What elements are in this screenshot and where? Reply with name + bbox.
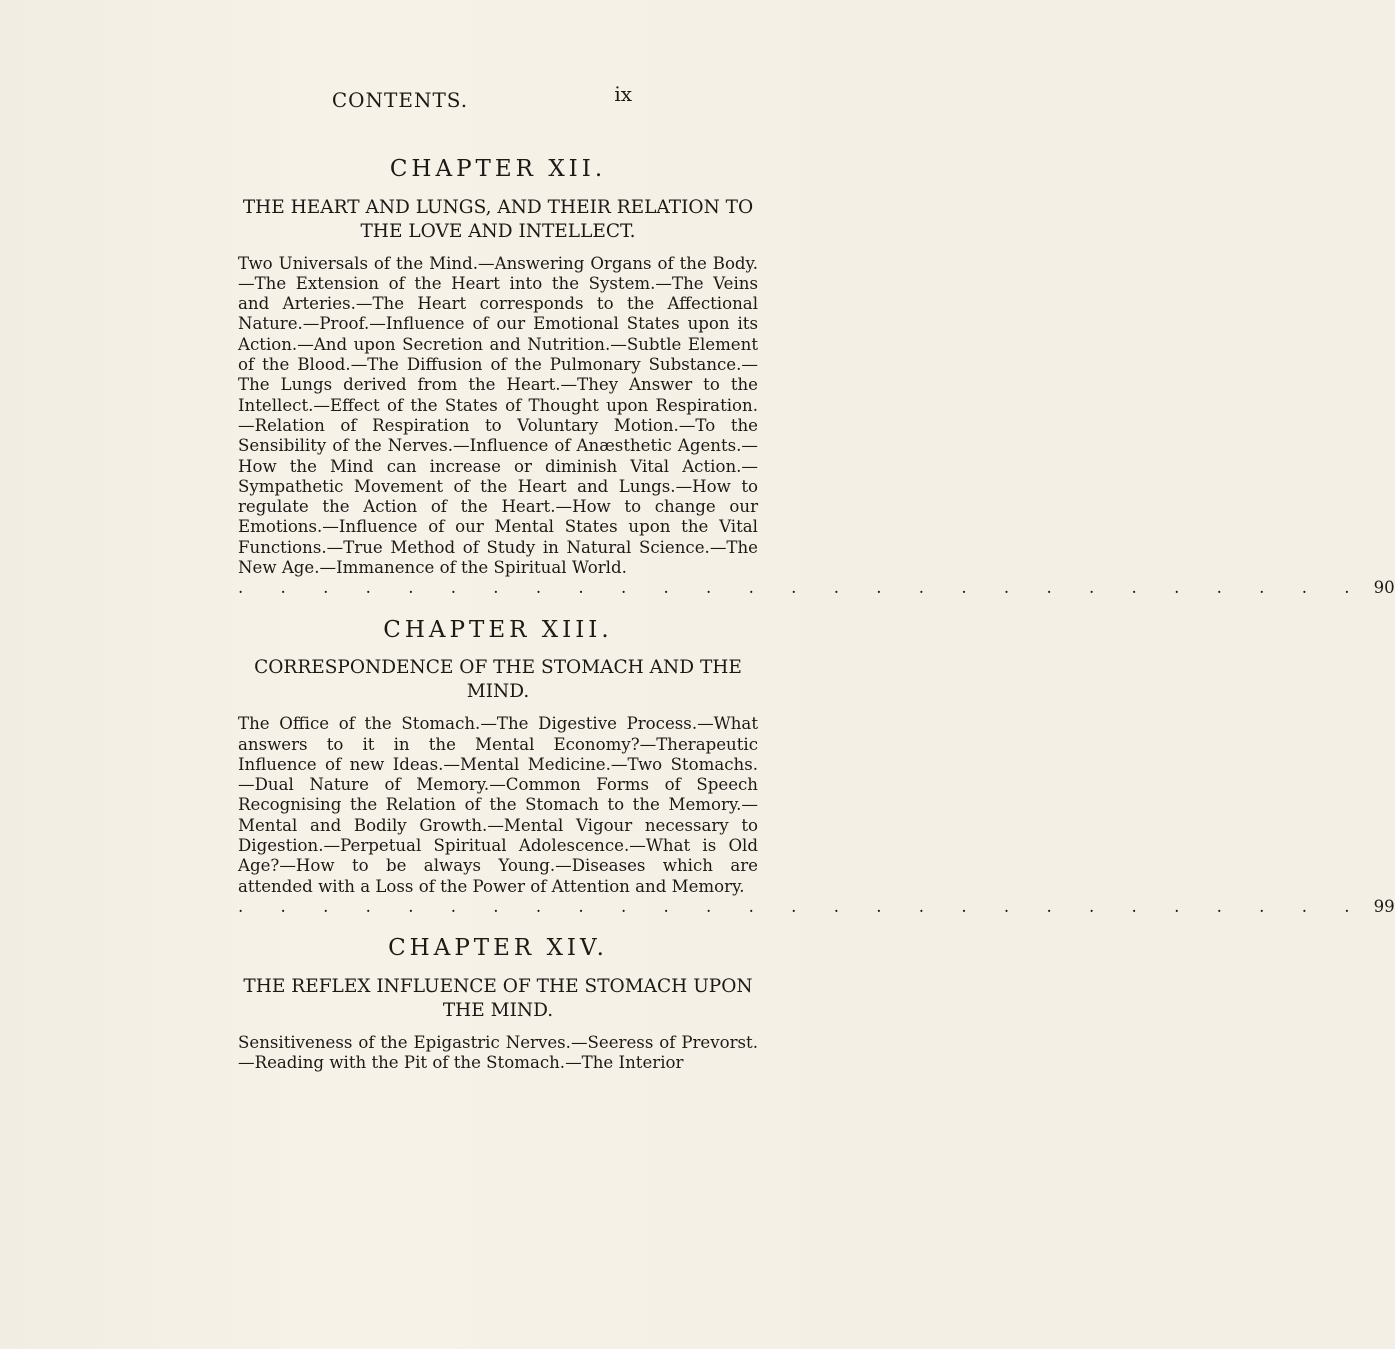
running-head bbox=[0, 82, 800, 114]
chapter-title: CORRESPONDENCE OF THE STOMACH AND THE MIND. bbox=[254, 657, 742, 703]
chapter-heading: CHAPTER XIV. bbox=[388, 935, 608, 962]
chapter-summary bbox=[238, 714, 758, 897]
page-reference: 90 bbox=[1373, 578, 1395, 598]
chapter-title: THE HEART AND LUNGS, AND THEIR RELATION TO THE LOVE AND INTELLECT. bbox=[242, 196, 754, 242]
chapter-title: THE REFLEX INFLUENCE OF THE STOMACH UPON THE MIND. bbox=[243, 975, 753, 1021]
chapter-entry bbox=[238, 935, 758, 1073]
page-number: ix bbox=[614, 82, 632, 106]
chapter-summary-text: Sensitiveness of the Epigastric Nerves.—Seeress of Prevorst.—Reading with the Pit of the Stomach.—The Interior bbox=[238, 1032, 758, 1073]
dot-leader: . . . . . . . . . . . . . . . . . . . . . . . . . . . bbox=[238, 578, 1366, 598]
chapter-entry bbox=[238, 616, 1395, 918]
dot-leader: . . . . . . . . . . . . . . . . . . . . . . . . . . . bbox=[238, 896, 1366, 916]
page-reference-line bbox=[238, 896, 1395, 917]
chapter-heading: CHAPTER XII. bbox=[389, 156, 607, 182]
chapter-summary-text: Two Universals of the Mind.—Answering Organs of the Body.—The Extension of the Heart into the System.—The Veins and Arteries.—The Heart corresponds to the Affectional Nature.—Proof.—Influence of our Emotional States upon its Action.—And upon Secretion and Nutrition.—Subtle Element of the Blood.—The Diffusion of the Pulmonary Substance.—The Lungs derived from the Heart.—They Answer to the Intellect.—Effect of the States of Thought upon Respiration.—Relation of Respiration to Voluntary Motion.—To the Sensibility of the Nerves.—Influence of Anæsthetic Agents.—How the Mind can increase or diminish Vital Action.—Sympathetic Movement of the Heart and Lungs.—How to regulate the Action of the Heart.—How to change our Emotions.—Influence of our Mental States upon the Vital Functions.—True Method of Study in Natural Science.—The New Age.—Immanence of the Spiritual World. bbox=[238, 253, 758, 578]
chapter-summary-text: The Office of the Stomach.—The Digestive Process.—What answers to it in the Mental Economy?—Therapeutic Influence of new Ideas.—Mental Medicine.—Two Stomachs.—Dual Nature of Memory.—Common Forms of Speech Recognising the Relation of the Stomach to the Memory.—Mental and Bodily Growth.—Mental Vigour necessary to Digestion.—Perpetual Spiritual Adolescence.—What is Old Age?—How to be always Young.—Diseases which are attended with a Loss of the Power of Attention and Memory. bbox=[238, 714, 758, 896]
chapter-heading: CHAPTER XIII. bbox=[383, 616, 613, 643]
page-reference-line bbox=[238, 578, 1395, 598]
running-title: CONTENTS. bbox=[331, 88, 469, 112]
chapter-entry bbox=[238, 156, 1395, 599]
contents-body bbox=[238, 156, 1395, 1073]
page-reference: 99 bbox=[1373, 896, 1395, 916]
chapter-summary bbox=[238, 254, 758, 579]
chapter-summary bbox=[238, 1033, 758, 1074]
